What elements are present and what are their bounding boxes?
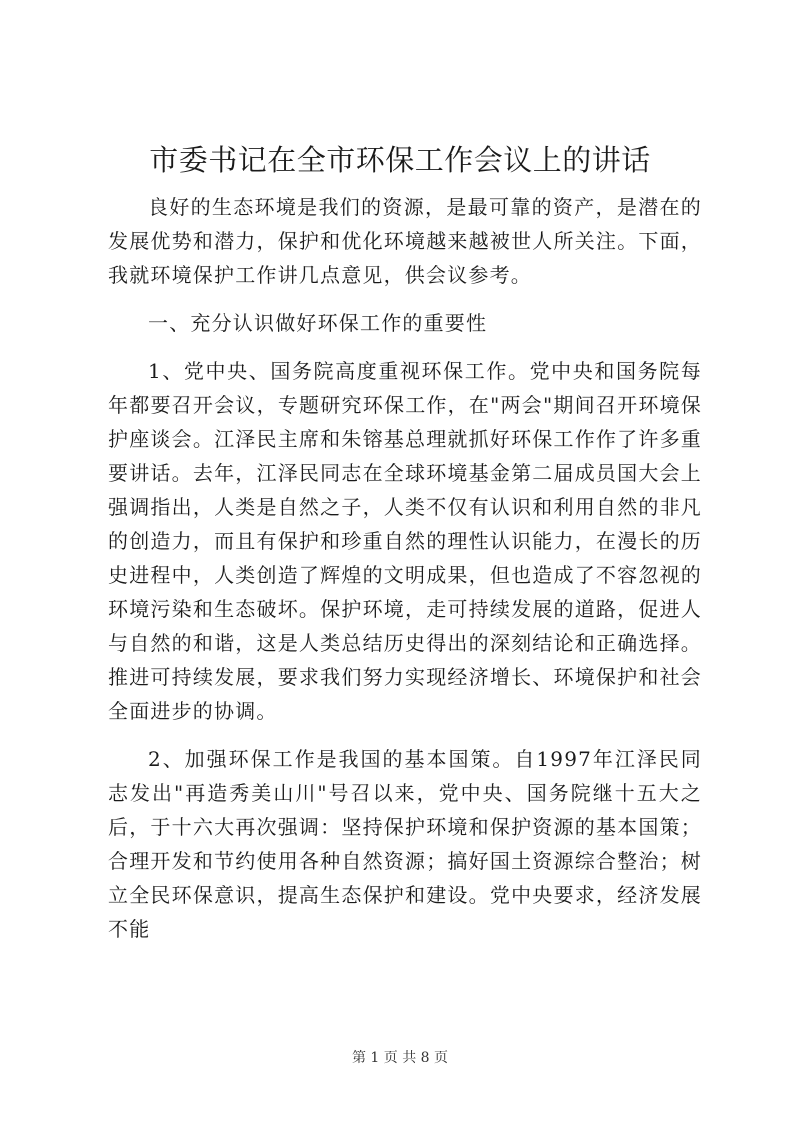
page-footer: 第 1 页 共 8 页 [351, 1050, 449, 1066]
body-paragraph-1: 1、党中央、国务院高度重视环保工作。党中央和国务院每年都要召开会议，专题研究环保工作，在"两会"期间召开环境保护座谈会。江泽民主席和朱镕基总理就抓好环保工作作了许多重要讲话。去年，江泽民同志在全球环境基金第二届成员国大会上强调指出，人类是自然之子，人类不仅有认识和利用自然的非凡的创造力，而且有保护和珍重自然的理性认识能力，在漫长的历史进程中，人类创造了辉煌的文明成果，但也造成了不容忽视的环境污染和生态破坏。保护环境，走可持续发展的道路，促进人与自然的和谐，这是人类总结历史得出的深刻结论和正确选择。推进可持续发展，要求我们努力实现经济增长、环境保护和社会全面进步的协调。 [108, 359, 702, 723]
document-title: 市委书记在全市环保工作会议上的讲话 [149, 143, 651, 177]
body-paragraph-2: 2、加强环保工作是我国的基本国策。自1997年江泽民同志发出"再造秀美山川"号召以来，党中央、国务院继十五大之后，于十六大再次强调：坚持保护环境和保护资源的基本国策；合理开发和节约使用各种自然资源；搞好国土资源综合整治；树立全民环保意识，提高生态保护和建设。党中央要求，经济发展不能 [108, 747, 702, 941]
document-body [108, 190, 702, 960]
intro-paragraph: 良好的生态环境是我们的资源，是最可靠的资产，是潜在的发展优势和潜力，保护和优化环境越来越被世人所关注。下面，我就环境保护工作讲几点意见，供会议参考。 [108, 195, 702, 287]
section-heading: 一、充分认识做好环保工作的重要性 [148, 311, 488, 335]
